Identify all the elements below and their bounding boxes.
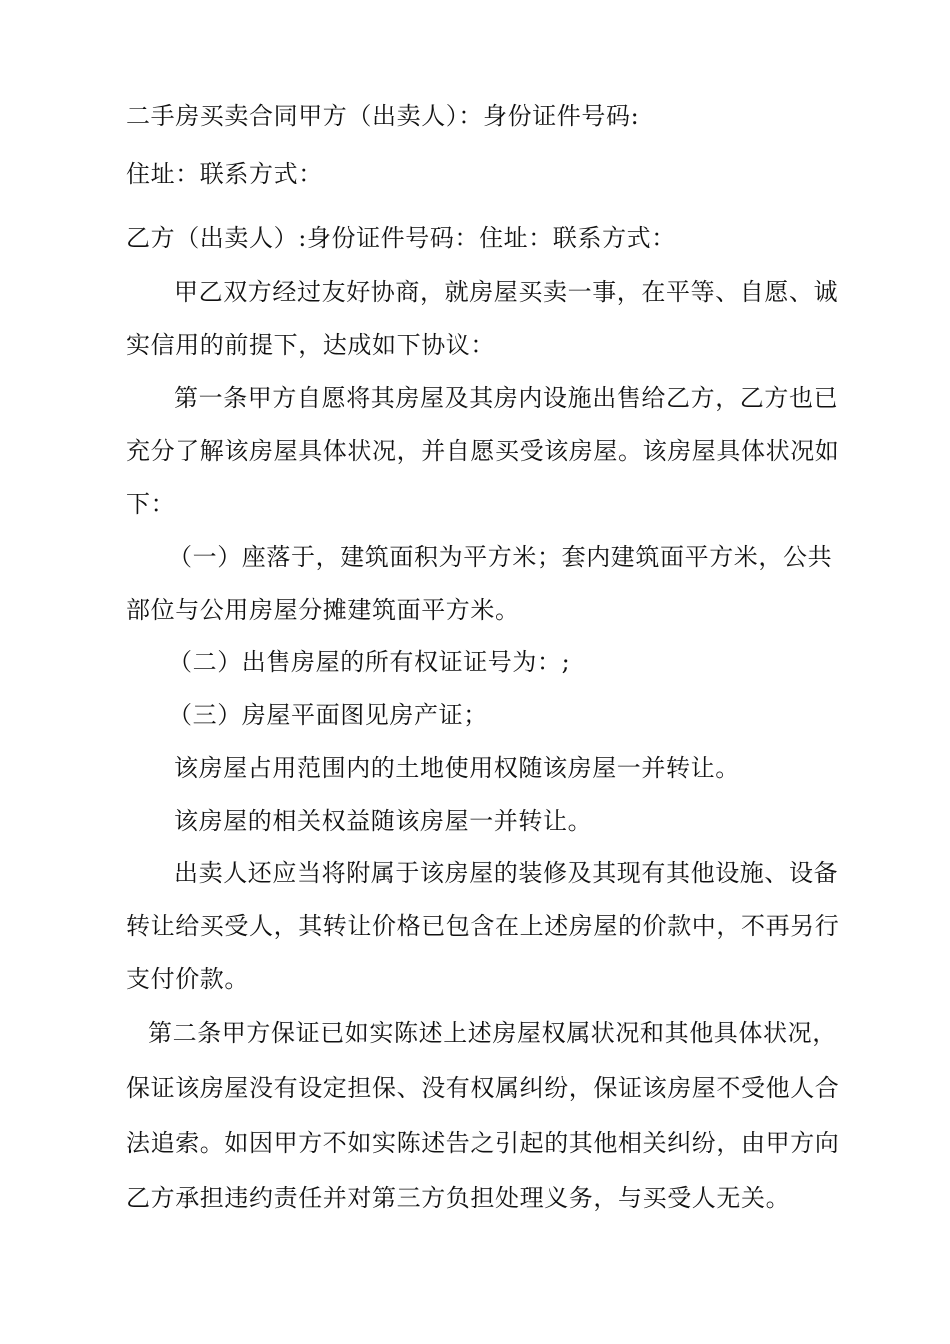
preamble-line: 甲乙双方经过友好协商，就房屋买卖一事，在平等、自愿、诚: [174, 278, 839, 306]
party-a-address-line: 住址：联系方式：: [126, 160, 323, 188]
article-2-line: 保证该房屋没有设定担保、没有权属纠纷，保证该房屋不受他人合: [126, 1074, 840, 1102]
article-2-line: 法追索。如因甲方不如实陈述告之引起的其他相关纠纷，由甲方向: [126, 1129, 840, 1157]
article-1-line: 充分了解该房屋具体状况，并自愿买受该房屋。该房屋具体状况如: [126, 437, 840, 465]
title-line: 二手房买卖合同甲方（出卖人）：身份证件号码:: [126, 102, 640, 130]
article-1-line: 下：: [126, 490, 176, 518]
rights-line: 该房屋的相关权益随该房屋一并转让。: [174, 807, 593, 835]
item-3-line: （三）房屋平面图见房产证；: [168, 701, 488, 729]
fixtures-line: 出卖人还应当将附属于该房屋的装修及其现有其他设施、设备: [174, 859, 839, 887]
article-2-line: 第二条甲方保证已如实陈述上述房屋权属状况和其他具体状况，: [148, 1019, 837, 1047]
land-use-line: 该房屋占用范围内的土地使用权随该房屋一并转让。: [174, 754, 740, 782]
party-b-line: 乙方（出卖人）:身份证件号码：住址：联系方式：: [126, 224, 676, 252]
article-1-line: 第一条甲方自愿将其房屋及其房内设施出售给乙方，乙方也已: [174, 384, 839, 412]
fixtures-line: 支付价款。: [126, 965, 249, 993]
article-2-line: 乙方承担违约责任并对第三方负担处理义务，与买受人无关。: [126, 1184, 791, 1212]
item-1-line: （一）座落于，建筑面积为平方米；套内建筑面平方米，公共: [168, 543, 833, 571]
item-1-line: 部位与公用房屋分摊建筑面平方米。: [126, 596, 520, 624]
item-2-line: （二）出售房屋的所有权证证号为：;: [168, 648, 571, 676]
preamble-line: 实信用的前提下，达成如下协议：: [126, 331, 495, 359]
fixtures-line: 转让给买受人，其转让价格已包含在上述房屋的价款中，不再另行: [126, 912, 840, 940]
